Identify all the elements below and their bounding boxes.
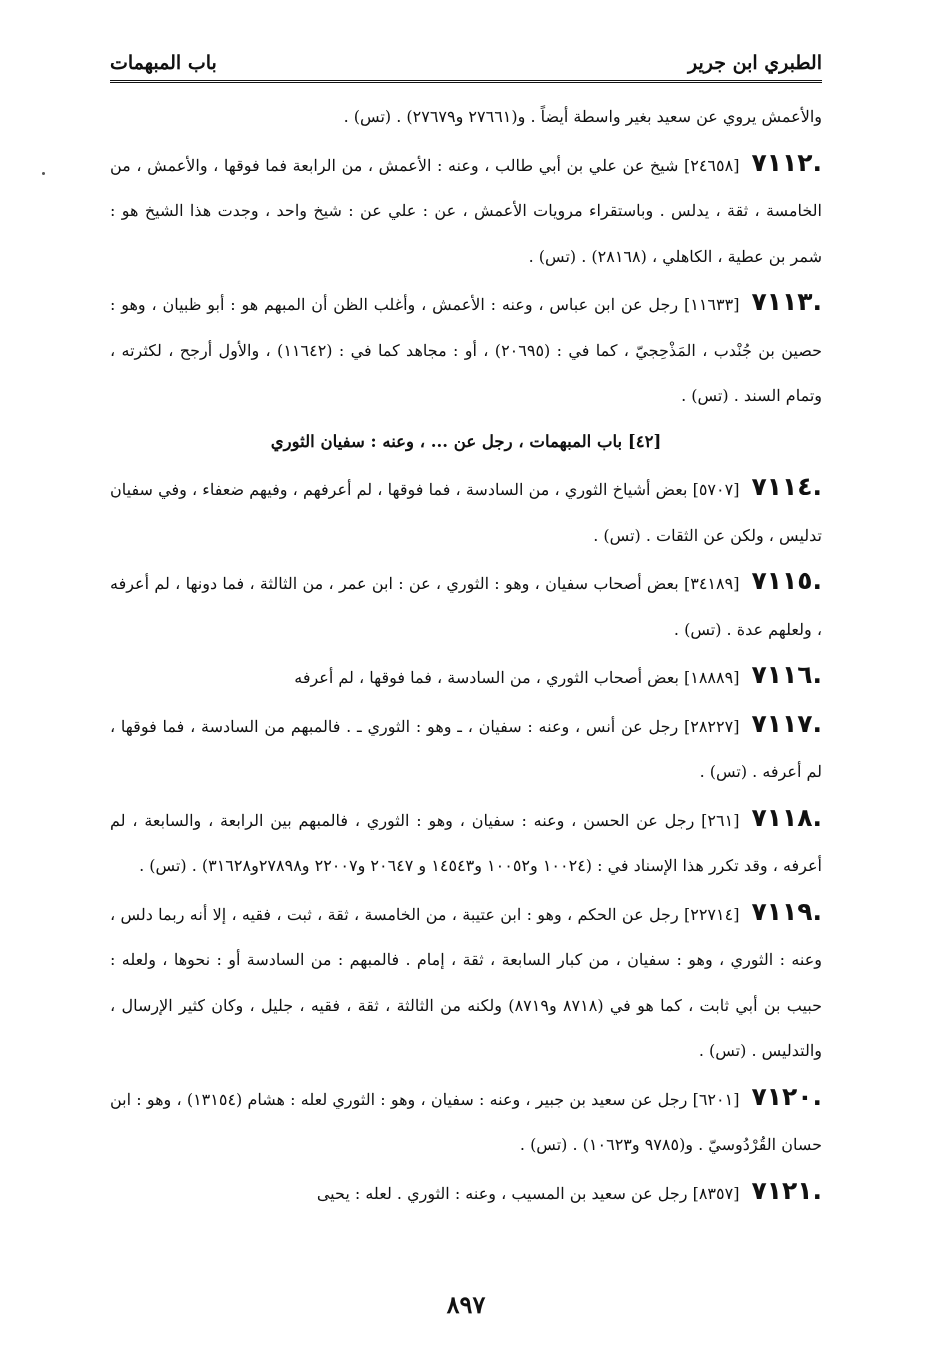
entry-7114 xyxy=(110,464,822,558)
entry-text: [٢٨٢٢٧] رجل عن أنس ، وعنه : سفيان ، ـ وهو : الثوري ـ . فالمبهم من السادسة ، فما فوقها ، لم أعرفه . (تس) . xyxy=(110,716,822,781)
entry-7119 xyxy=(110,889,822,1074)
section-heading: [٤٢] باب المبهمات ، رجل عن ... ، وعنه : سفيان الثوري xyxy=(270,431,662,451)
entry-text: [٣٤١٨٩] بعض أصحاب سفيان ، وهو : الثوري ، عن : ابن عمر ، من الثالثة ، فما دونها ، لم أعرفه ، ولعلهم عدة . (تس) . xyxy=(110,574,822,639)
page-number: ٨٩٧ xyxy=(446,1290,486,1319)
entry-7116 xyxy=(110,652,822,701)
entry-text: [٢٦١] رجل عن الحسن ، وعنه : سفيان ، وهو : الثوري ، فالمبهم بين الرابعة ، والسابعة ، لم أعرفه ، وقد تكرر هذا الإسناد في : (١٠٠٢٤ و١٠٠٥٢ و١٤٥٤٣ و ٢٠٦٤٧ و٢٢٠٠٧ و٢٧٨٩٨و٣١٦٢٨) . (تس) . xyxy=(110,810,822,875)
entry-7115 xyxy=(110,558,822,652)
entry-number: ٧١١٨. xyxy=(751,802,822,832)
entry-7117 xyxy=(110,701,822,795)
chapter-title: باب المبهمات xyxy=(110,52,217,74)
page-body xyxy=(110,94,822,1216)
entry-number: ٧١١٥. xyxy=(751,566,822,595)
entry-7112 xyxy=(110,140,822,280)
entry-text: [٢٤٦٥٨] شيخ عن علي بن أبي طالب ، وعنه : الأعمش ، من الرابعة فما فوقها ، والأعمش ، من الخامسة ، ثقة ، يدلس . وباستقراء مرويات الأعمش ، عن : علي عن : شيخ واحد ، وجدت هذا الشيخ هو : شمر بن عطية ، الكاهلي ، (٢٨١٦٨) . (تس) . xyxy=(110,155,822,266)
entry-text: [٦٢٠١] رجل عن سعيد بن جبير ، وعنه : سفيان ، وهو : الثوري لعله : هشام (١٣١٥٤) ، وهو : ابن حسان القُرْدُوسيّ . و(٩٧٨٥ و١٠٦٢٣) . (تس) . xyxy=(110,1089,822,1154)
entry-7118 xyxy=(110,795,822,889)
continuation-text: والأعمش يروي عن سعيد بغير واسطة أيضاً . و(٢٧٦٦١ و٢٧٦٧٩) . (تس) . xyxy=(343,107,822,126)
entry-number: ٧١١٦. xyxy=(751,660,822,689)
entry-text: [٥٧٠٧] بعض أشياخ الثوري ، من السادسة ، فما فوقها ، لم أعرفهم ، وفيهم ضعفاء ، وفي سفيان تدليس ، ولكن عن الثقات . (تس) . xyxy=(110,480,822,545)
entry-number: ٧١١٤. xyxy=(751,472,822,501)
entry-text: [٨٣٥٧] رجل عن سعيد بن المسيب ، وعنه : الثوري . لعله : يحيى xyxy=(316,1183,740,1203)
entry-number: ٧١١٧. xyxy=(751,708,822,738)
entry-text: [١١٦٣٣] رجل عن ابن عباس ، وعنه : الأعمش ، وأغلب الظن أن المبهم هو : أبو ظبيان ، وهو : حصين بن جُنْدب ، المَذْحِجيّ ، كما في : (٢٠٦٩٥) ، أو : مجاهد كما في : (١١٦٤٢) ، والأول أرجح ، لكثرته ، وتمام السند . (تس) . xyxy=(110,295,823,405)
margin-mark xyxy=(42,172,45,175)
entry-7120 xyxy=(110,1074,822,1168)
entry-7113 xyxy=(110,279,822,419)
entry-text: [١٨٨٨٩] بعض أصحاب الثوري ، من السادسة ، فما فوقها ، لم أعرفه xyxy=(294,668,740,687)
entry-7121 xyxy=(110,1168,822,1217)
entry-number: ٧١٢١. xyxy=(751,1175,822,1205)
entry-text: [٢٢٧١٤] رجل عن الحكم ، وهو : ابن عتيبة ، من الخامسة ، ثقة ، ثبت ، فقيه ، إلا أنه ربما دلس ، وعنه : الثوري ، وهو : سفيان ، من كبار السابعة ، ثقة ، إمام . فالمبهم : من السادسة أو : نحوها ، ولعله : حبيب بن أبي ثابت ، كما هو في (٨٧١٨ و٨٧١٩) ولكنه من الثالثة ، ثقة ، فقيه ، جليل ، وكان كثير الإرسال ، والتدليس . (تس) . xyxy=(110,904,823,1060)
entry-number: ٧١١٢. xyxy=(751,147,822,177)
header-rule xyxy=(110,80,822,85)
entry-number: ٧١١٩. xyxy=(751,896,822,926)
entry-number: ٧١٢٠. xyxy=(751,1081,822,1111)
book-title: الطبري ابن جرير xyxy=(687,52,822,74)
running-header xyxy=(110,40,822,74)
entry-number: ٧١١٣. xyxy=(751,287,822,316)
